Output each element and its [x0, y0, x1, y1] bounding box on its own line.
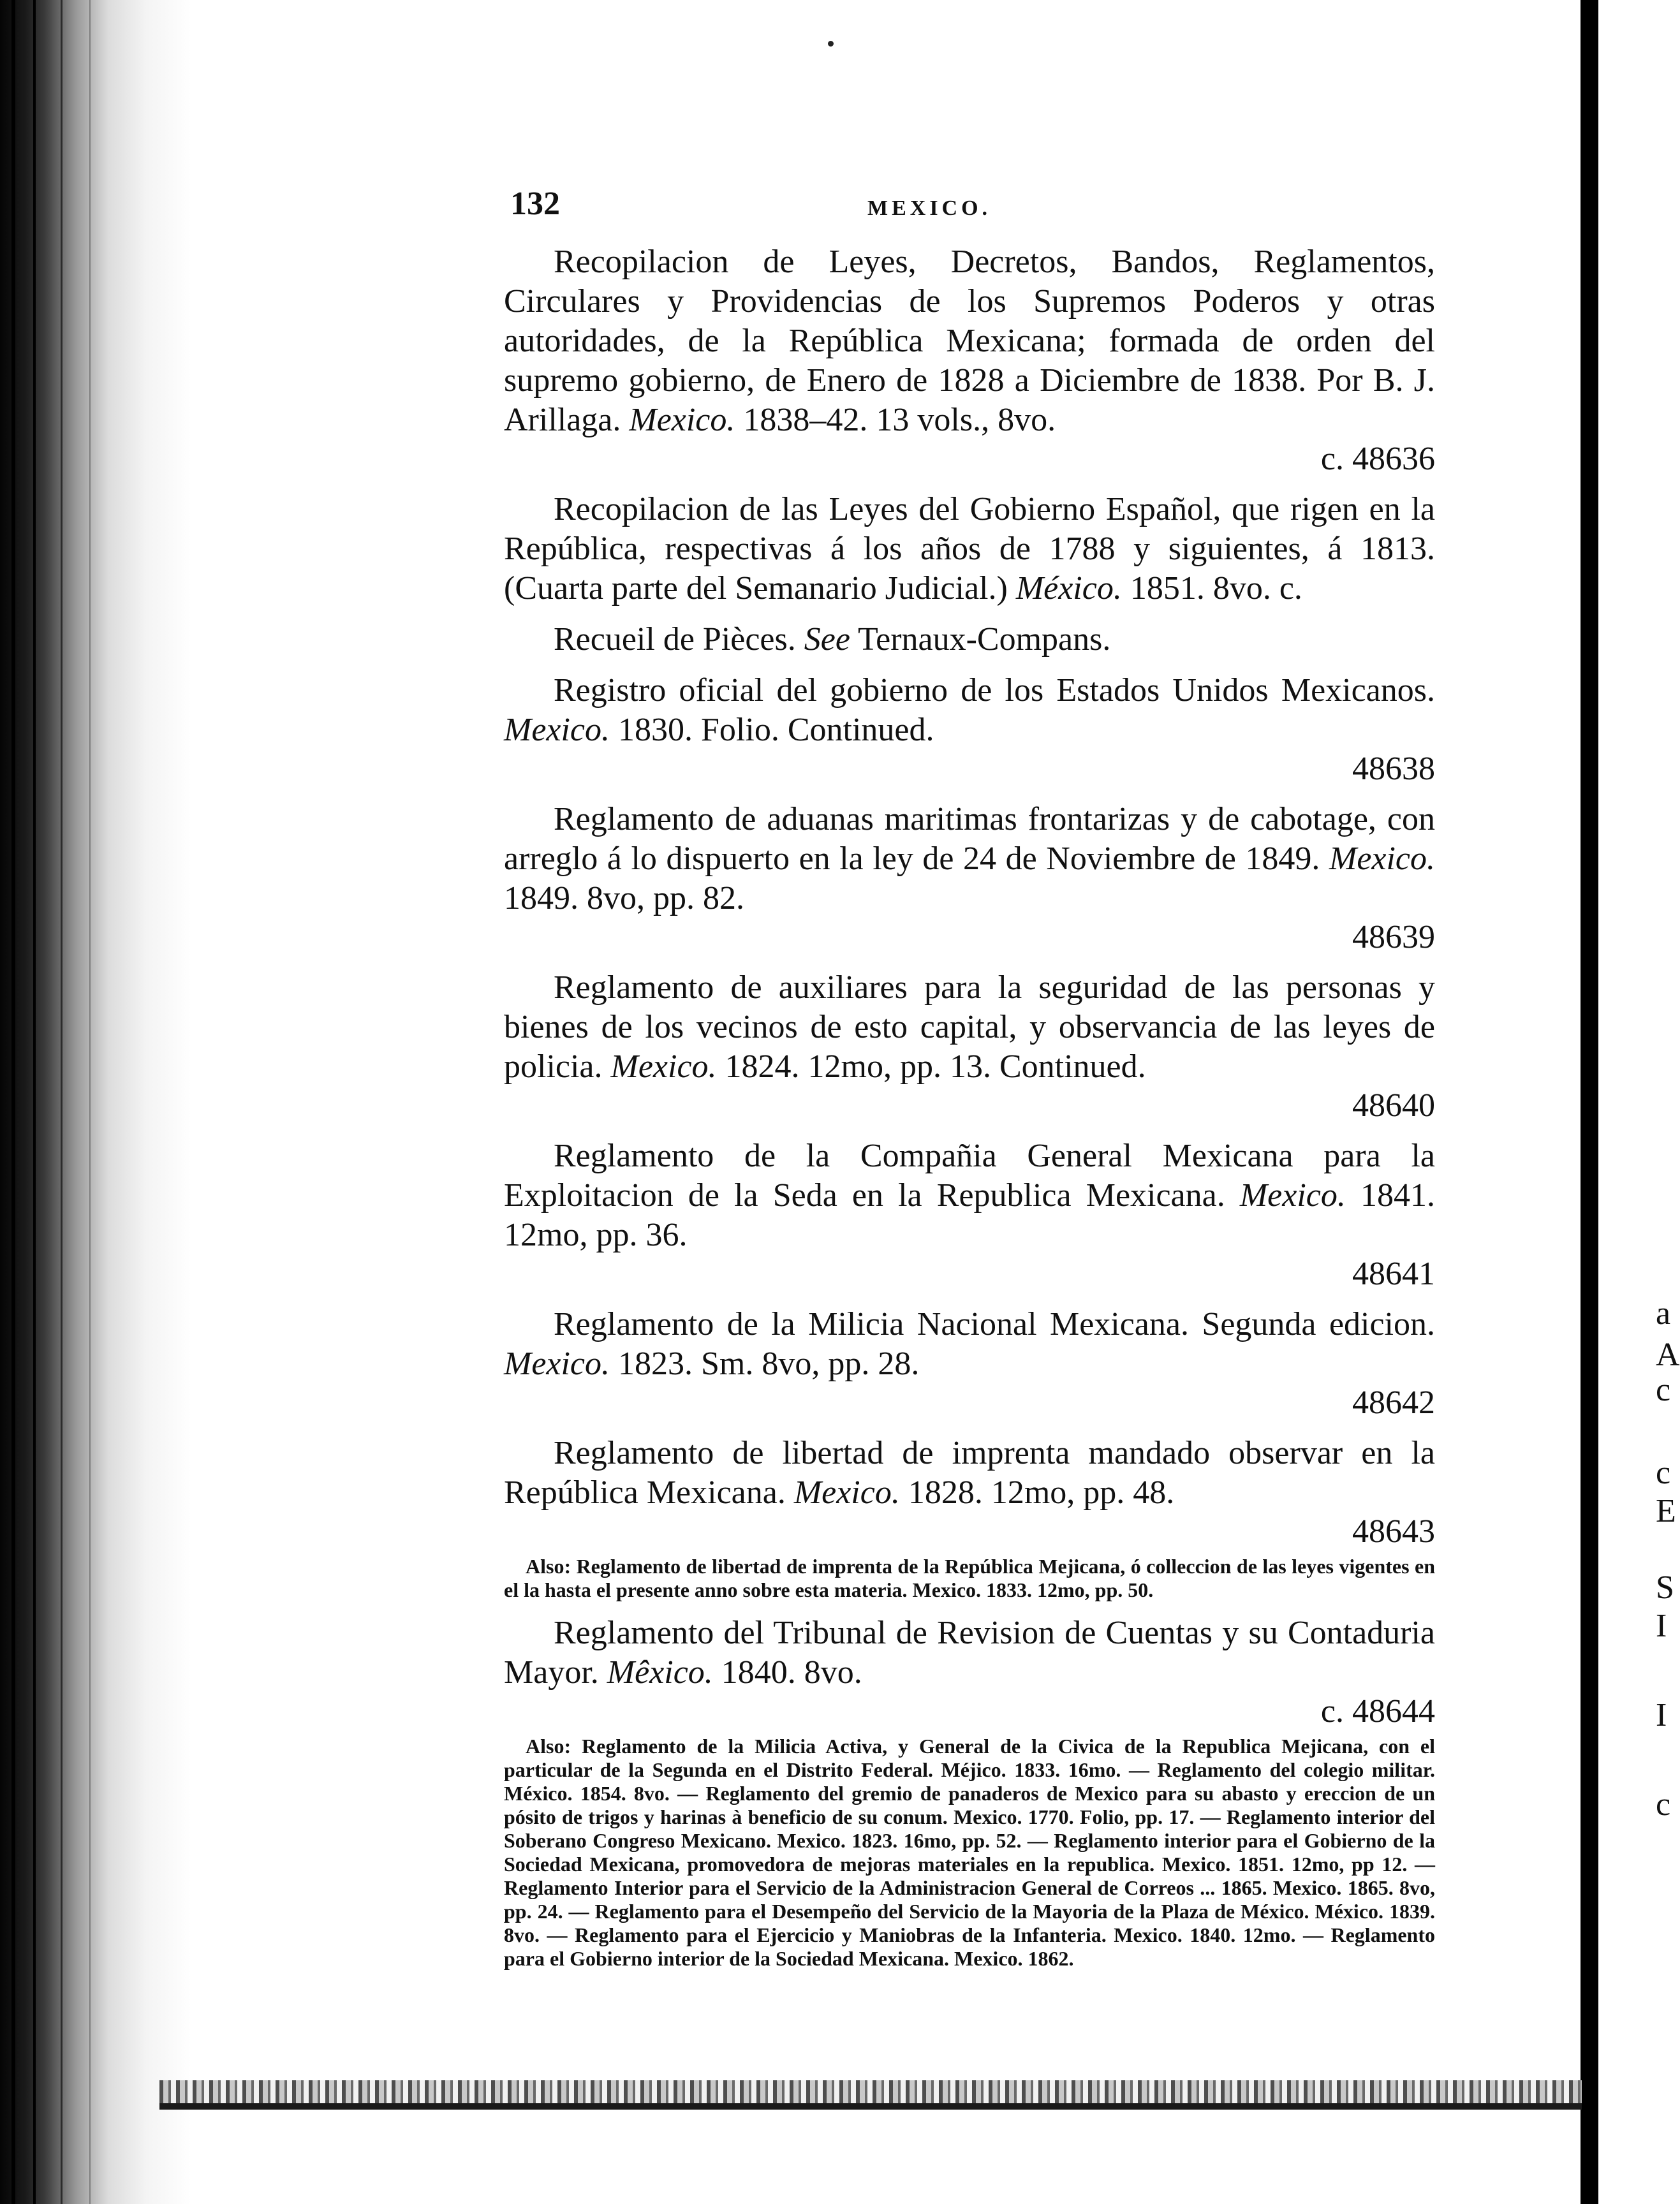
scan-bottom-edge — [159, 2080, 1582, 2103]
running-title: MEXICO. — [867, 196, 992, 220]
entry-number: c. 48644 — [1320, 1693, 1435, 1730]
note-label: Also: — [526, 1555, 571, 1578]
entry-place: México. — [1015, 570, 1122, 606]
entry-title: Reglamento de la Compañia General Mexicana para la Exploitacion de la Seda en la Republica Mexicana. — [504, 1138, 1435, 1214]
entry-number: 48642 — [1352, 1385, 1435, 1421]
bibliography-entry — [504, 800, 1435, 957]
bibliography-entry — [504, 671, 1435, 788]
entry-number: 48641 — [1352, 1256, 1435, 1292]
strip-glyph: c — [1656, 1786, 1671, 1823]
page-text-column — [504, 185, 1435, 1982]
entry-title: Recopilacion de Leyes, Decretos, Bandos, Reglamentos, Circulares y Providencias de los Supremos Poderos y otras autoridades, de la República Mexicana; formada de orden del supremo gobierno, de Enero de 1828 a Diciembre de 1838. Por B. J. Arillaga. — [504, 244, 1435, 438]
entry-title: Recopilacion de las Leyes del Gobierno Español, que rigen en la República, respectivas á los años de 1788 y siguientes, á 1813. (Cuarta parte del Semanario Judicial.) — [504, 491, 1435, 606]
entry-place: Mexico. — [1239, 1177, 1346, 1214]
entry-title: Reglamento del Tribunal de Revision de Cuentas y su Contaduria Mayor. — [504, 1615, 1435, 1691]
strip-glyph: S — [1656, 1569, 1674, 1606]
entry-title: Registro oficial del gobierno de los Estados Unidos Mexicanos. — [554, 672, 1435, 709]
entry-imprint: 1824. 12mo, pp. 13. Continued. — [725, 1048, 1146, 1085]
bibliography-entry — [504, 242, 1435, 478]
entry-number: 48638 — [1352, 751, 1435, 787]
strip-glyph: I — [1656, 1608, 1667, 1644]
bibliography-entry — [504, 1434, 1435, 1602]
bibliography-entry — [504, 1613, 1435, 1971]
entry-title: Reglamento de libertad de imprenta mandado observar en la República Mexicana. — [504, 1435, 1435, 1511]
entry-see: See — [804, 621, 850, 658]
bibliography-entry — [504, 1305, 1435, 1422]
entry-number: c. 48636 — [1320, 441, 1435, 477]
note-text: Reglamento de libertad de imprenta de la República Mejicana, ó colleccion de las leyes vigentes en el la hasta el presente anno sobre esta materia. Mexico. 1833. 12mo, pp. 50. — [504, 1555, 1436, 1601]
entry-imprint: 1841. 12mo, pp. 36. — [504, 1177, 1436, 1253]
entry-imprint: 1840. 8vo. — [721, 1654, 862, 1691]
page-number: 132 — [510, 186, 560, 222]
entry-number: 48639 — [1352, 919, 1435, 955]
entry-title: Reglamento de la Milicia Nacional Mexicana. Segunda edicion. — [554, 1306, 1435, 1342]
entry-place: Mexico. — [610, 1048, 717, 1085]
note-label: Also: — [526, 1735, 571, 1758]
entry-place: Mexico. — [504, 1346, 610, 1382]
strip-glyph: a — [1656, 1295, 1671, 1332]
running-head — [504, 185, 1435, 242]
entry-place: Mexico. — [629, 402, 735, 438]
entry-place: Mêxico. — [607, 1654, 713, 1691]
entry-title: Reglamento de auxiliares para la seguridad de las personas y bienes de los vecinos de esto capital, y observancia de las leyes de policia. — [504, 969, 1435, 1085]
entry-imprint: 1851. 8vo. c. — [1130, 570, 1302, 606]
bibliography-entry — [504, 620, 1435, 659]
entry-title: Recueil de Pièces. — [554, 621, 796, 658]
entry-imprint: 1838–42. 13 vols., 8vo. — [743, 402, 1056, 438]
bibliography-entry — [504, 490, 1435, 608]
strip-glyph: c — [1656, 1372, 1671, 1408]
strip-glyph: I — [1656, 1697, 1667, 1733]
entry-number: 48643 — [1352, 1513, 1435, 1550]
strip-glyph: E — [1656, 1493, 1676, 1529]
entry-place: Mexico. — [1329, 841, 1436, 877]
bibliography-entry — [504, 1136, 1435, 1293]
entry-place: Mexico. — [504, 712, 610, 748]
bibliography-entry — [504, 968, 1435, 1125]
strip-glyph: c — [1656, 1455, 1671, 1491]
entry-imprint: 1823. Sm. 8vo, pp. 28. — [618, 1346, 920, 1382]
entry-imprint: 1830. Folio. Continued. — [618, 712, 934, 748]
strip-glyph: A — [1656, 1337, 1680, 1373]
entry-place: Mexico. — [793, 1474, 900, 1511]
scan-speck — [828, 41, 834, 47]
entry-imprint: 1828. 12mo, pp. 48. — [908, 1474, 1175, 1511]
scan-bottom-rule — [159, 2103, 1582, 2110]
entry-number: 48640 — [1352, 1087, 1435, 1124]
entry-title: Reglamento de aduanas maritimas frontarizas y de cabotage, con arreglo á lo dispuerto en la ley de 24 de Noviembre de 1849. — [504, 801, 1435, 877]
entry-note — [504, 1735, 1435, 1971]
scan-left-edge — [0, 0, 191, 2204]
entry-imprint: 1849. 8vo, pp. 82. — [504, 880, 744, 916]
entry-reference: Ternaux-Compans. — [857, 621, 1111, 658]
facing-page-strip — [1595, 0, 1680, 2204]
entry-note — [504, 1555, 1435, 1602]
note-text: Reglamento de la Milicia Activa, y General de la Civica de la Republica Mejicana, con el particular de la Segunda en el Distrito Federal. Méjico. 1833. 16mo. — Reglamento del colegio militar. México. 1854. 8vo. — Reglamento del gremio de panaderos de Mexico para su abasto y ereccion de un pósito de trigos y harinas à beneficio de su conum. Mexico. 1770. Folio, pp. 17. — Reglamento interior del Soberano Congreso Mexicano. Mexico. 1823. 16mo, pp. 52. — Reglamento interior para el Gobierno de la Sociedad Mexicana, promovedora de mejoras materiales en la republica. Mexico. 1851. 12mo, pp 12. — Reglamento Interior para el Servicio de la Administracion General de Correos ... 1865. Mexico. 1865. 8vo, pp. 24. — Reglamento para el Desempeño del Servicio de la Mayoria de la Plaza de México. México. 1839. 8vo. — Reglamento para el Ejercicio y Maniobras de la Infanteria. Mexico. 1840. 12mo. — Reglamento para el Gobierno interior de la Sociedad Mexicana. Mexico. 1862. — [504, 1735, 1436, 1970]
